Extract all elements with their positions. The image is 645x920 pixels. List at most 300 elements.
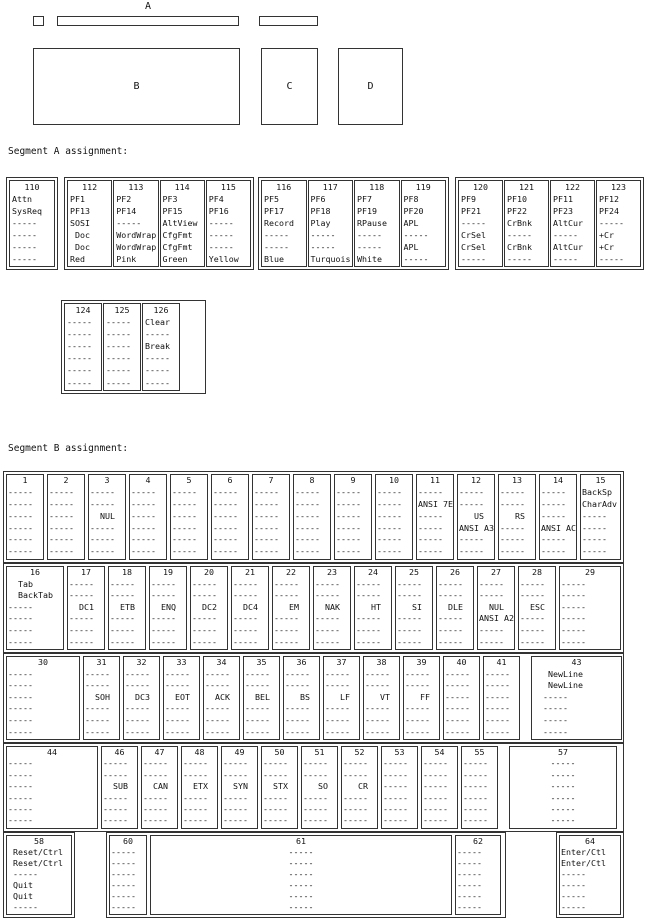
key-number: 46 [114, 747, 125, 757]
key-line: ----- [110, 590, 135, 601]
key-line: ----- [125, 714, 150, 725]
key-line: ----- [8, 815, 33, 826]
key-line: CharAdv [582, 498, 617, 509]
key-line: ----- [12, 254, 37, 264]
key-line: ----- [288, 847, 314, 857]
key-number: 26 [450, 567, 460, 577]
key-line: ----- [457, 880, 482, 890]
key-line: ----- [561, 869, 586, 879]
key-2 [47, 474, 85, 560]
key-line: APL [403, 242, 419, 252]
key-line: Turquois [310, 254, 351, 264]
key-line: ----- [403, 254, 429, 264]
key-line: ----- [223, 792, 248, 803]
key-line: ----- [111, 891, 136, 901]
key-line: White [357, 254, 382, 264]
key-1 [6, 474, 44, 560]
key-line: ----- [263, 815, 288, 826]
key-line: APL [403, 218, 419, 228]
key-line: ----- [213, 510, 238, 521]
key-line: NUL [90, 510, 115, 521]
key-line: ----- [69, 636, 94, 647]
key-line: ----- [325, 668, 350, 679]
key-line: NewLine [533, 668, 583, 679]
segment-b-row-5 [0, 832, 645, 918]
key-line: ----- [116, 218, 142, 228]
key-line: ----- [457, 902, 482, 912]
key-number: 114 [174, 182, 190, 192]
key-line: ----- [463, 815, 488, 826]
key-line: ----- [165, 714, 190, 725]
key-line: ----- [8, 726, 33, 737]
key-line: ----- [125, 726, 150, 737]
key-14 [539, 474, 577, 560]
key-line: ----- [90, 546, 115, 557]
key-line: ----- [69, 590, 94, 601]
key-line: ----- [85, 668, 110, 679]
key-line: ----- [479, 624, 504, 635]
key-number: 117 [322, 182, 338, 192]
key-line: ----- [90, 486, 115, 497]
key-number: 30 [38, 657, 48, 667]
key-line: ----- [561, 613, 586, 624]
key-line: ----- [106, 353, 131, 364]
key-line: VT [365, 691, 390, 702]
key-number: 118 [369, 182, 385, 192]
key-line: ----- [438, 590, 463, 601]
key-line: ----- [356, 613, 381, 624]
key-11 [416, 474, 454, 560]
key-line: ----- [356, 624, 381, 635]
key-35 [243, 656, 280, 740]
key-number: 54 [434, 747, 445, 757]
key-line: ----- [213, 486, 238, 497]
key-line: ----- [550, 758, 576, 769]
key-123 [596, 180, 641, 267]
key-28 [518, 566, 556, 650]
key-number: 16 [30, 567, 40, 577]
key-line: ----- [172, 522, 197, 533]
key-number: 2 [63, 475, 69, 485]
key-number: 112 [82, 182, 98, 192]
key-line: ----- [263, 792, 288, 803]
key-line: ----- [303, 792, 328, 803]
key-line: ----- [233, 613, 258, 624]
key-number: 32 [136, 657, 147, 667]
key-number: 124 [75, 305, 91, 315]
key-line: ----- [461, 254, 486, 264]
key-line: ----- [561, 891, 586, 901]
key-line: ----- [541, 534, 566, 545]
key-line: ----- [295, 534, 320, 545]
key-line: Enter/Ctl [561, 858, 606, 868]
key-line: ----- [457, 869, 482, 879]
key-line: ----- [438, 578, 463, 589]
key-24 [354, 566, 392, 650]
key-25 [395, 566, 433, 650]
key-gap [523, 656, 528, 740]
key-58 [6, 835, 72, 915]
key-line: Break [145, 341, 170, 352]
key-line: ----- [310, 230, 336, 240]
key-line: ----- [111, 880, 136, 890]
key-number: 44 [47, 747, 57, 757]
key-line: ----- [599, 218, 624, 228]
key-line: ----- [561, 578, 586, 589]
key-line: PF10 [507, 194, 527, 204]
key-7 [252, 474, 290, 560]
key-line: Attn [12, 194, 32, 204]
key-40 [443, 656, 480, 740]
key-line: ----- [165, 680, 190, 691]
key-line: ----- [8, 680, 33, 691]
key-112 [67, 180, 112, 267]
key-119 [401, 180, 447, 267]
key-line: ----- [295, 546, 320, 557]
segment-a-row-1 [0, 177, 645, 270]
key-line: ----- [315, 624, 340, 635]
key-line: ----- [397, 636, 422, 647]
key-number: 119 [415, 182, 431, 192]
keyboard-layout-diagram [0, 0, 645, 135]
key-line: WordWrap [116, 230, 157, 240]
key-line: ----- [264, 242, 289, 252]
key-13 [498, 474, 536, 560]
key-3 [88, 474, 126, 560]
key-line: ----- [8, 803, 33, 814]
key-line: ----- [233, 578, 258, 589]
key-line: ----- [172, 486, 197, 497]
key-116 [261, 180, 307, 267]
key-line: ----- [205, 714, 230, 725]
key-line: ----- [463, 803, 488, 814]
key-line: ----- [208, 230, 234, 240]
key-line: ----- [336, 510, 361, 521]
key-gap [501, 746, 506, 829]
key-line: ----- [233, 590, 258, 601]
key-line: ----- [418, 522, 443, 533]
key-line: ----- [541, 498, 566, 509]
key-122 [550, 180, 595, 267]
key-22 [272, 566, 310, 650]
key-number: 17 [81, 567, 91, 577]
key-line: ----- [183, 792, 208, 803]
key-line: ----- [103, 792, 128, 803]
key-line: ----- [303, 803, 328, 814]
key-line: ----- [383, 803, 408, 814]
key-line: ----- [125, 680, 150, 691]
key-line: ----- [397, 613, 422, 624]
key-group [556, 832, 624, 918]
key-line: ----- [192, 636, 217, 647]
key-line: DC2 [192, 601, 217, 612]
key-line: ----- [553, 254, 578, 264]
key-line: ----- [459, 534, 484, 545]
key-number: 113 [128, 182, 144, 192]
key-number: 39 [416, 657, 427, 667]
key-line: ----- [520, 590, 545, 601]
key-line: ----- [377, 534, 402, 545]
key-line: AltCur [553, 242, 583, 252]
key-48 [181, 746, 218, 829]
key-line: ----- [541, 486, 566, 497]
key-line: ----- [507, 230, 532, 240]
area-b-label: B [133, 81, 140, 92]
key-line: ----- [143, 815, 168, 826]
key-line: Tab [8, 578, 33, 589]
key-number: 19 [163, 567, 173, 577]
key-line: ----- [254, 522, 279, 533]
key-line: SUB [103, 781, 128, 792]
key-23 [313, 566, 351, 650]
key-line: ----- [550, 803, 576, 814]
key-number: 8 [309, 475, 315, 485]
key-number: 121 [519, 182, 534, 192]
key-line: ----- [285, 680, 310, 691]
key-115 [206, 180, 251, 267]
key-line: PF22 [507, 206, 527, 216]
key-line: ----- [263, 758, 288, 769]
key-number: 20 [204, 567, 214, 577]
key-line: ----- [533, 714, 568, 725]
key-4 [129, 474, 167, 560]
key-line: PF20 [403, 206, 424, 216]
key-number: 60 [123, 836, 133, 846]
key-line: ----- [67, 365, 92, 376]
key-line: ----- [520, 624, 545, 635]
key-number: 36 [296, 657, 307, 667]
key-line: ----- [143, 792, 168, 803]
key-line: PF7 [357, 194, 372, 204]
key-number: 5 [186, 475, 192, 485]
key-line: Reset/Ctrl [8, 858, 63, 868]
key-line: HT [356, 601, 381, 612]
key-line: ----- [8, 534, 33, 545]
key-line: ----- [357, 230, 382, 240]
key-line: ----- [485, 680, 510, 691]
key-line: ----- [213, 546, 238, 557]
key-line: ----- [49, 522, 74, 533]
key-line: ----- [295, 510, 320, 521]
key-line: ----- [561, 624, 586, 635]
key-line: ----- [85, 703, 110, 714]
key-line: ----- [485, 691, 510, 702]
key-line: ----- [151, 590, 176, 601]
key-line: ----- [205, 726, 230, 737]
key-line: ----- [233, 636, 258, 647]
key-number: 33 [176, 657, 187, 667]
key-line: ----- [254, 486, 279, 497]
area-b-box [33, 48, 240, 125]
key-54 [421, 746, 458, 829]
key-line: ----- [383, 758, 408, 769]
key-line: ----- [143, 803, 168, 814]
key-group [3, 563, 624, 653]
key-line: ----- [49, 486, 74, 497]
key-line: ----- [561, 590, 586, 601]
key-line: ----- [405, 668, 430, 679]
key-line: ----- [288, 869, 314, 879]
key-line: ----- [295, 498, 320, 509]
key-line: ANSI 7E [418, 498, 453, 509]
key-line: ----- [85, 680, 110, 691]
key-line: ----- [172, 546, 197, 557]
key-line: DC1 [69, 601, 94, 612]
key-number: 50 [274, 747, 285, 757]
key-line: ----- [550, 769, 576, 780]
key-line: Doc [70, 242, 90, 252]
key-line: ----- [365, 680, 390, 691]
key-line: ----- [582, 522, 607, 533]
key-number: 116 [276, 182, 292, 192]
key-line: ----- [445, 714, 470, 725]
key-number: 21 [245, 567, 255, 577]
key-line: ----- [8, 636, 33, 647]
key-group [258, 177, 449, 270]
key-line: +Cr [599, 230, 614, 240]
key-line: ----- [245, 714, 270, 725]
key-line: ----- [336, 486, 361, 497]
key-line: ----- [205, 680, 230, 691]
key-line: ----- [111, 847, 136, 857]
key-line: ----- [553, 230, 578, 240]
key-number: 22 [286, 567, 296, 577]
key-line: CrBnk [507, 242, 532, 252]
key-line: ----- [8, 781, 33, 792]
key-114 [160, 180, 205, 267]
key-line: ----- [106, 377, 131, 388]
key-line: PF11 [553, 194, 573, 204]
key-34 [203, 656, 240, 740]
key-line: ----- [151, 624, 176, 635]
key-line: ----- [561, 902, 586, 912]
key-line: CrSel [461, 230, 486, 240]
key-line: ----- [245, 726, 270, 737]
key-number: 13 [512, 475, 522, 485]
key-number: 25 [409, 567, 419, 577]
key-line: ----- [110, 578, 135, 589]
key-line: PF16 [208, 206, 229, 216]
key-number: 18 [122, 567, 132, 577]
key-line: ----- [485, 714, 510, 725]
key-line: ----- [213, 498, 238, 509]
key-line: ----- [131, 498, 156, 509]
key-12 [457, 474, 495, 560]
key-line: ----- [303, 769, 328, 780]
key-line: ----- [192, 578, 217, 589]
key-line: PF13 [70, 206, 90, 216]
key-number: 4 [145, 475, 151, 485]
key-62 [455, 835, 501, 915]
area-c-label: C [286, 81, 293, 92]
area-d-label: D [367, 81, 374, 92]
key-line: ----- [459, 546, 484, 557]
key-group [3, 471, 624, 563]
key-line: ----- [145, 365, 170, 376]
key-line: ----- [356, 578, 381, 589]
key-line: ----- [438, 636, 463, 647]
key-line: ----- [131, 510, 156, 521]
key-line: ----- [103, 803, 128, 814]
key-line: ----- [383, 815, 408, 826]
small-bar [259, 16, 318, 26]
key-line: ----- [582, 510, 607, 521]
key-line: ----- [69, 578, 94, 589]
key-line: ----- [49, 534, 74, 545]
key-line: PF5 [264, 194, 279, 204]
key-line: ----- [8, 624, 33, 635]
key-line: BackSp [582, 486, 612, 497]
key-line: ANSI AC [541, 522, 576, 533]
key-number: 122 [565, 182, 580, 192]
key-5 [170, 474, 208, 560]
key-line: ----- [463, 792, 488, 803]
key-line: ----- [49, 546, 74, 557]
key-line: ----- [223, 769, 248, 780]
key-60 [109, 835, 147, 915]
key-55 [461, 746, 498, 829]
key-line: ----- [263, 769, 288, 780]
key-line: BS [285, 691, 310, 702]
key-number: 15 [595, 475, 606, 485]
key-line: ----- [336, 546, 361, 557]
key-41 [483, 656, 520, 740]
key-26 [436, 566, 474, 650]
key-line: ----- [445, 668, 470, 679]
key-line: SI [397, 601, 422, 612]
key-17 [67, 566, 105, 650]
key-line: ETX [183, 781, 208, 792]
key-126 [142, 303, 180, 391]
key-line: ----- [131, 522, 156, 533]
key-21 [231, 566, 269, 650]
key-line: ----- [254, 510, 279, 521]
key-group [3, 743, 624, 832]
key-line: NUL [479, 601, 504, 612]
key-line: ----- [274, 590, 299, 601]
key-52 [341, 746, 378, 829]
key-group [3, 653, 624, 743]
key-number: 115 [220, 182, 236, 192]
key-line: ----- [463, 769, 488, 780]
key-line: ----- [500, 534, 525, 545]
key-line: ----- [479, 636, 504, 647]
key-line: ----- [288, 880, 314, 890]
key-line: ----- [103, 815, 128, 826]
key-group [3, 832, 75, 918]
key-line: WordWrap [116, 242, 157, 252]
key-line: ----- [479, 578, 504, 589]
key-50 [261, 746, 298, 829]
area-d-box [338, 48, 403, 125]
area-a-label: A [144, 1, 152, 12]
key-line: ----- [377, 510, 402, 521]
key-number: 3 [104, 475, 110, 485]
key-line: ----- [183, 769, 208, 780]
key-line: ----- [125, 703, 150, 714]
key-line: ----- [213, 522, 238, 533]
key-20 [190, 566, 228, 650]
key-line: CrBnk [507, 218, 532, 228]
key-line: ----- [533, 726, 568, 737]
key-line: ----- [90, 522, 115, 533]
key-line: ----- [423, 792, 448, 803]
key-number: 7 [268, 475, 274, 485]
key-line: AltView [162, 218, 198, 228]
key-line: PF1 [70, 194, 85, 204]
key-line: ----- [205, 668, 230, 679]
key-line: PF6 [310, 194, 326, 204]
